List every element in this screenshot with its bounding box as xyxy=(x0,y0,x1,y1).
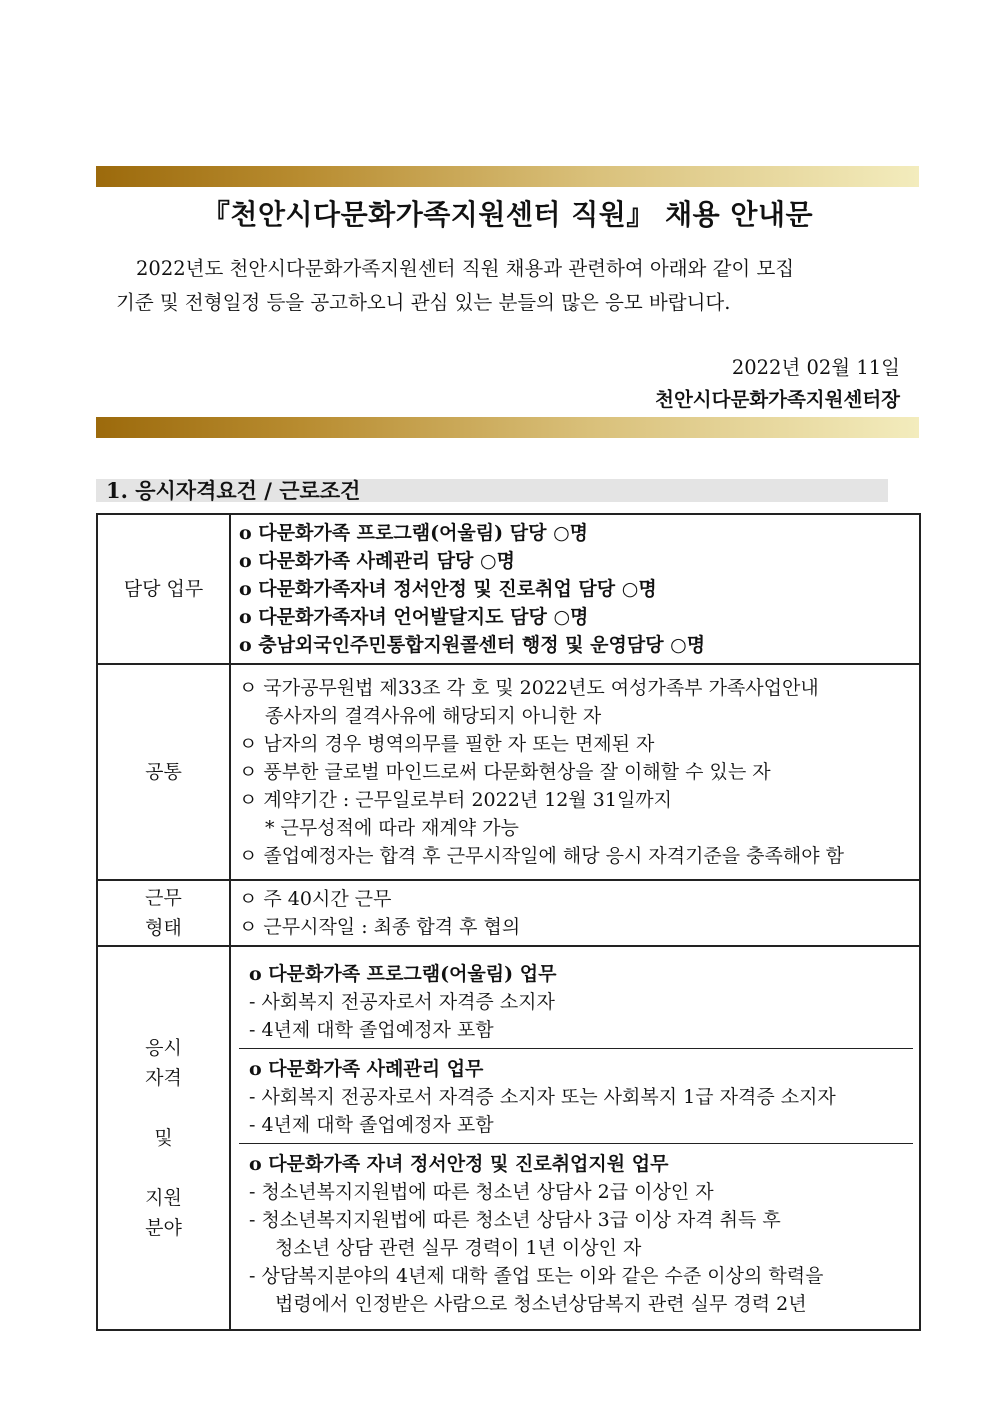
bottom-decorative-bar xyxy=(96,417,919,438)
qualification-line: - 사회복지 전공자로서 자격증 소지자 xyxy=(249,991,555,1013)
qualification-content xyxy=(230,946,920,1330)
duty-item: o 다문화가족 프로그램(어울림) 담당 ○명 xyxy=(239,522,589,544)
qualification-label-line: 응시 xyxy=(145,1037,182,1059)
qualification-label-line: 지원 xyxy=(145,1187,182,1209)
duty-item: o 다문화가족자녀 정서안정 및 진로취업 담당 ○명 xyxy=(239,578,657,600)
qualification-line: - 상담복지분야의 4년제 대학 졸업 또는 이와 같은 수준 이상의 학력을 xyxy=(249,1265,824,1287)
duty-row xyxy=(97,514,920,664)
work-label-line: 형태 xyxy=(145,917,182,939)
qualification-heading: o 다문화가족 사례관리 업무 xyxy=(249,1058,484,1080)
intro-line-1: 2022년도 천안시다문화가족지원센터 직원 채용과 관련하여 아래와 같이 모집 xyxy=(136,257,795,280)
qualification-label-line: 자격 xyxy=(145,1067,182,1089)
qualification-label-line: 분야 xyxy=(145,1217,182,1239)
qualification-line: - 사회복지 전공자로서 자격증 소지자 또는 사회복지 1급 자격증 소지자 xyxy=(249,1086,836,1108)
work-label xyxy=(97,880,230,946)
qualification-heading: o 다문화가족 프로그램(어울림) 업무 xyxy=(249,963,557,985)
top-decorative-bar xyxy=(96,166,919,187)
work-content xyxy=(230,880,920,946)
common-row xyxy=(97,664,920,880)
duty-item: o 다문화가족자녀 언어발달지도 담당 ○명 xyxy=(239,606,589,628)
requirements-table xyxy=(96,513,921,1331)
qualification-label-line: 및 xyxy=(154,1127,173,1149)
qualification-line: 청소년 상담 관련 실무 경력이 1년 이상인 자 xyxy=(275,1237,642,1259)
common-item: ㅇ 계약기간 : 근무일로부터 2022년 12월 31일까지 xyxy=(239,789,673,811)
qualification-line: - 청소년복지지원법에 따른 청소년 상담사 3급 이상 자격 취득 후 xyxy=(249,1209,781,1231)
work-row xyxy=(97,880,920,946)
qualification-line: - 4년제 대학 졸업예정자 포함 xyxy=(249,1019,494,1041)
work-item: ㅇ 주 40시간 근무 xyxy=(239,888,392,910)
qualification-line: - 4년제 대학 졸업예정자 포함 xyxy=(249,1114,494,1136)
common-item: ㅇ 졸업예정자는 합격 후 근무시작일에 해당 응시 자격기준을 충족해야 함 xyxy=(239,845,844,867)
common-item: 종사자의 결격사유에 해당되지 아니한 자 xyxy=(265,705,602,727)
qualification-block-youth xyxy=(239,1143,913,1322)
work-item: ㅇ 근무시작일 : 최종 합격 후 협의 xyxy=(239,916,521,938)
duty-item: o 다문화가족 사례관리 담당 ○명 xyxy=(239,550,515,572)
notice-date: 2022년 02월 11일 xyxy=(731,356,900,379)
common-content xyxy=(230,664,920,880)
qualification-label xyxy=(97,946,230,1330)
qualification-block-case xyxy=(239,1048,913,1143)
notice-signer: 천안시다문화가족지원센터장 xyxy=(655,388,900,411)
qualification-heading: o 다문화가족 자녀 정서안정 및 진로취업지원 업무 xyxy=(249,1153,669,1175)
qualification-line: 법령에서 인정받은 사람으로 청소년상담복지 관련 실무 경력 2년 xyxy=(275,1293,807,1315)
common-item: ㅇ 국가공무원법 제33조 각 호 및 2022년도 여성가족부 가족사업안내 xyxy=(239,677,819,699)
qualification-block-program xyxy=(239,954,913,1048)
duty-label: 담당 업무 xyxy=(97,514,230,664)
intro-line-2: 기준 및 전형일정 등을 공고하오니 관심 있는 분들의 많은 응모 바랍니다. xyxy=(116,291,731,314)
work-label-line: 근무 xyxy=(145,887,182,909)
duty-content xyxy=(230,514,920,664)
duty-item: o 충남외국인주민통합지원콜센터 행정 및 운영담당 ○명 xyxy=(239,634,706,656)
common-item: * 근무성적에 따라 재계약 가능 xyxy=(265,817,519,839)
common-item: ㅇ 풍부한 글로벌 마인드로써 다문화현상을 잘 이해할 수 있는 자 xyxy=(239,761,771,783)
intro-paragraph xyxy=(116,252,911,320)
qualification-row xyxy=(97,946,920,1330)
section-heading: 1. 응시자격요건 / 근로조건 xyxy=(96,479,888,502)
common-item: ㅇ 남자의 경우 병역의무를 필한 자 또는 면제된 자 xyxy=(239,733,655,755)
qualification-line: - 청소년복지지원법에 따른 청소년 상담사 2급 이상인 자 xyxy=(249,1181,714,1203)
common-label: 공통 xyxy=(97,664,230,880)
document-title: 『천안시다문화가족지원센터 직원』 채용 안내문 xyxy=(201,198,814,231)
